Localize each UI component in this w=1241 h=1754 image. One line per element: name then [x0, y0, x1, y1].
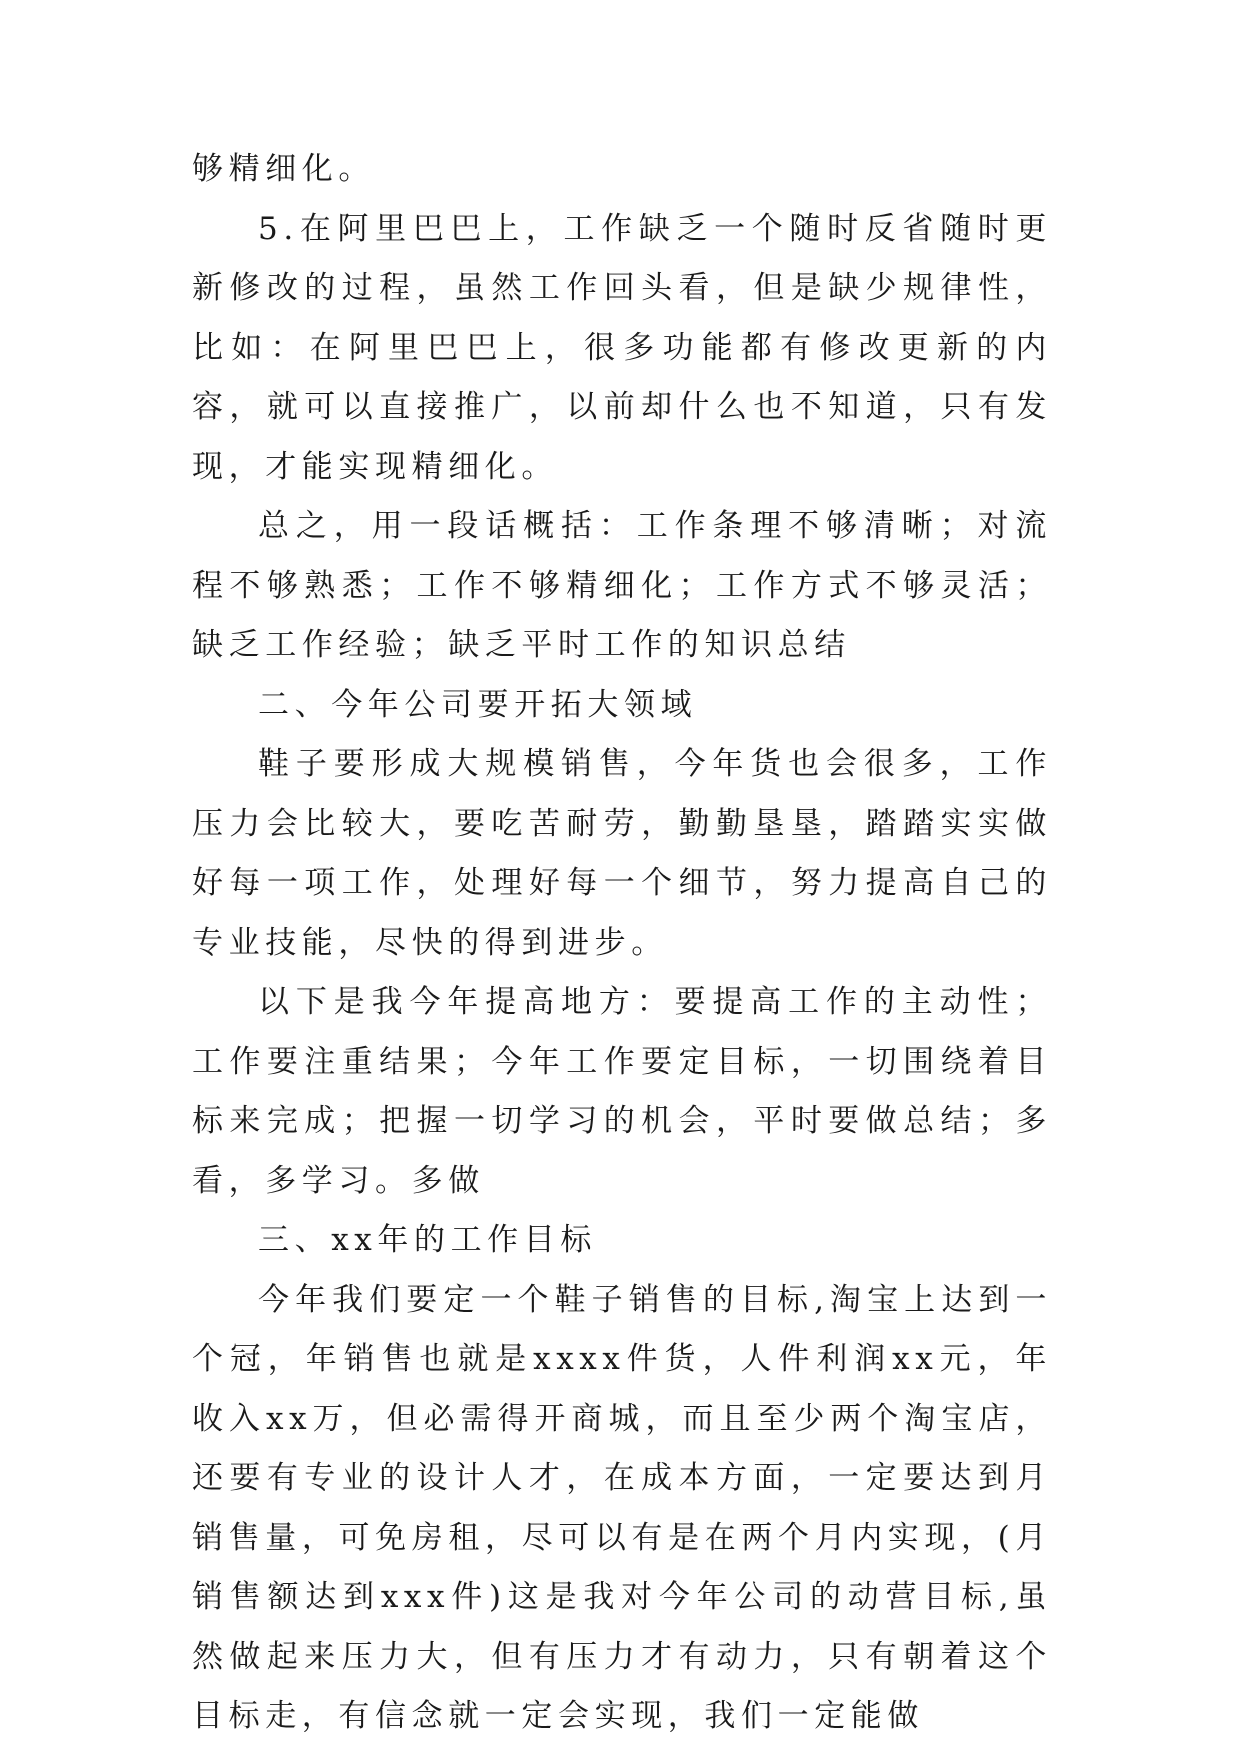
- paragraph-summary: 总之，用一段话概括：工作条理不够清晰；对流程不够熟悉；工作不够精细化；工作方式不够灵活；缺乏工作经验；缺乏平时工作的知识总结: [192, 508, 1052, 663]
- paragraph-continuation: 够精细化。: [192, 151, 375, 187]
- paragraph-improvements: 以下是我今年提高地方：要提高工作的主动性；工作要注重结果；今年工作要定目标，一切围绕着目标来完成；把握一切学习的机会，平时要做总结；多看，多学习。多做: [192, 984, 1052, 1199]
- document-page: [192, 140, 1052, 1747]
- paragraph-shoe-sales: 鞋子要形成大规模销售，今年货也会很多，工作压力会比较大，要吃苦耐劳，勤勤垦垦，踏踏实实做好每一项工作，处理好每一个细节，努力提高自己的专业技能，尽快的得到进步。: [192, 746, 1052, 961]
- section-heading-3: 三、xx年的工作目标: [258, 1222, 597, 1258]
- section-heading-2: 二、今年公司要开拓大领域: [258, 686, 698, 723]
- paragraph-sales-target: 今年我们要定一个鞋子销售的目标,淘宝上达到一个冠，年销售也就是xxxx件货，人件利润xx元，年收入xx万，但必需得开商城，而且至少两个淘宝店，还要有专业的设计人才，在成本方面，一定要达到月销售量，可免房租，尽可以有是在两个月内实现，(月销售额达到xxx件)这是我对今年公司的动营目标,虽然做起来压力大，但有压力才有动力，只有朝着这个目标走，有信念就一定会实现，我们一定能做: [192, 1281, 1052, 1734]
- paragraph-item-5: 5.在阿里巴巴上，工作缺乏一个随时反省随时更新修改的过程，虽然工作回头看，但是缺少规律性，比如：在阿里巴巴上，很多功能都有修改更新的内容，就可以直接推广，以前却什么也不知道，只有发现，才能实现精细化。: [192, 210, 1052, 485]
